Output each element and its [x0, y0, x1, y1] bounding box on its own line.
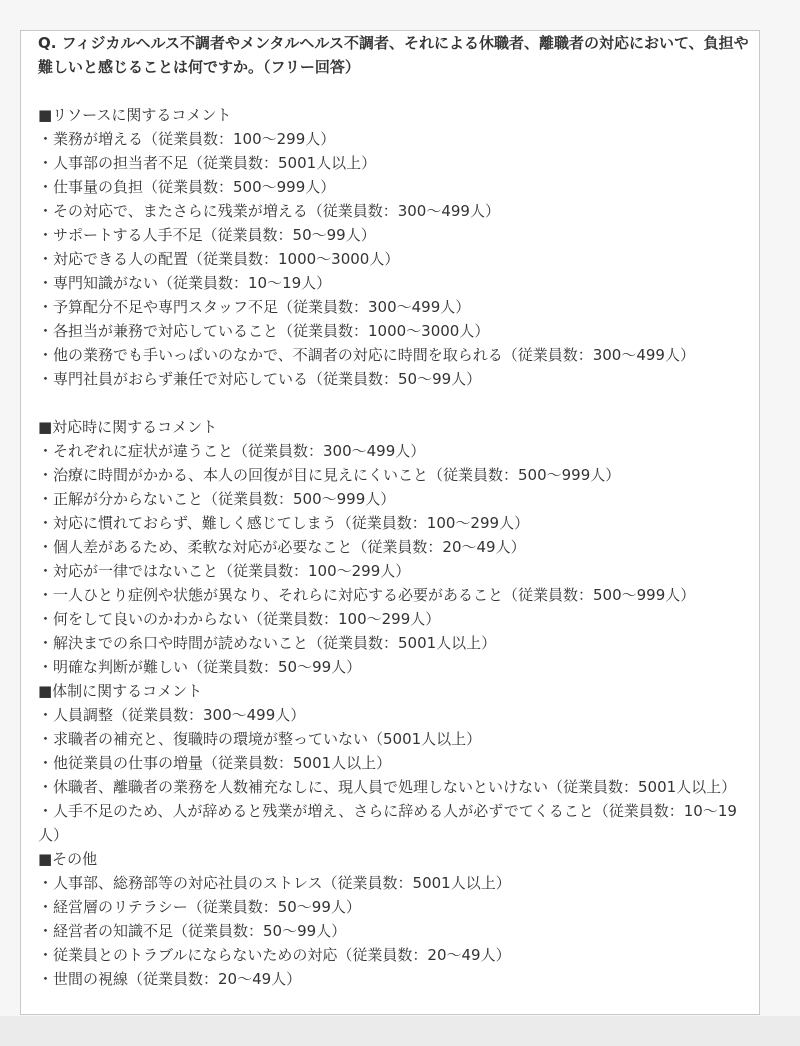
- section-title-structure: ■体制に関するコメント: [38, 682, 203, 700]
- list-item: ・正解が分からないこと（従業員数：500〜999人）: [38, 490, 396, 508]
- survey-answer-panel: [20, 30, 760, 1015]
- section-title-other: ■その他: [38, 850, 98, 868]
- list-item: ・対応に慣れておらず、難しく感じてしまう（従業員数：100〜299人）: [38, 514, 530, 532]
- list-item: ・専門知識がない（従業員数：10〜19人）: [38, 274, 332, 292]
- list-item: ・人員調整（従業員数：300〜499人）: [38, 706, 306, 724]
- section-resources: [38, 103, 750, 391]
- list-item: ・世間の視線（従業員数：20〜49人）: [38, 970, 302, 988]
- list-item: ・求職者の補充と、復職時の環境が整っていない（5001人以上）: [38, 730, 482, 748]
- list-item: ・休職者、離職者の業務を人数補充なしに、現人員で処理しないといけない（従業員数：5001人以上）: [38, 778, 737, 796]
- list-item: ・一人ひとり症例や状態が異なり、それらに対応する必要があること（従業員数：500〜999人）: [38, 586, 696, 604]
- list-item: ・他の業務でも手いっぱいのなかで、不調者の対応に時間を取られる（従業員数：300〜499人）: [38, 346, 695, 364]
- section-title-resources: ■リソースに関するコメント: [38, 106, 232, 124]
- list-item: ・個人差があるため、柔軟な対応が必要なこと（従業員数：20〜49人）: [38, 538, 526, 556]
- section-structure: [38, 679, 750, 847]
- section-other: [38, 847, 750, 991]
- list-item: ・仕事量の負担（従業員数：500〜999人）: [38, 178, 336, 196]
- list-item: ・それぞれに症状が違うこと（従業員数：300〜499人）: [38, 442, 426, 460]
- question-heading: Q. フィジカルヘルス不調者やメンタルヘルス不調者、それによる休職者、離職者の対応において、負担や難しいと感じることは何ですか。（フリー回答）: [38, 34, 749, 76]
- list-item: ・サポートする人手不足（従業員数：50〜99人）: [38, 226, 376, 244]
- list-item: ・解決までの糸口や時間が読めないこと（従業員数：5001人以上）: [38, 634, 497, 652]
- list-item: ・人手不足のため、人が辞めると残業が増え、さらに辞める人が必ずでてくること（従業員数：10〜19人）: [38, 802, 737, 844]
- section-handling: [38, 415, 750, 679]
- list-item: ・予算配分不足や専門スタッフ不足（従業員数：300〜499人）: [38, 298, 471, 316]
- list-item: ・経営層のリテラシー（従業員数：50〜99人）: [38, 898, 361, 916]
- list-item: ・人事部、総務部等の対応社員のストレス（従業員数：5001人以上）: [38, 874, 511, 892]
- list-item: ・専門社員がおらず兼任で対応している（従業員数：50〜99人）: [38, 370, 482, 388]
- list-item: ・人事部の担当者不足（従業員数：5001人以上）: [38, 154, 377, 172]
- list-item: ・従業員とのトラブルにならないための対応（従業員数：20〜49人）: [38, 946, 511, 964]
- list-item: ・対応が一律ではないこと（従業員数：100〜299人）: [38, 562, 411, 580]
- list-item: ・何をして良いのかわからない（従業員数：100〜299人）: [38, 610, 441, 628]
- section-title-handling: ■対応時に関するコメント: [38, 418, 218, 436]
- list-item: ・対応できる人の配置（従業員数：1000〜3000人）: [38, 250, 400, 268]
- page-bottom-strip: [0, 1016, 800, 1046]
- list-item: ・各担当が兼務で対応していること（従業員数：1000〜3000人）: [38, 322, 490, 340]
- list-item: ・他従業員の仕事の増量（従業員数：5001人以上）: [38, 754, 392, 772]
- list-item: ・治療に時間がかかる、本人の回復が目に見えにくいこと（従業員数：500〜999人）: [38, 466, 621, 484]
- list-item: ・その対応で、またさらに残業が増える（従業員数：300〜499人）: [38, 202, 500, 220]
- list-item: ・経営者の知識不足（従業員数：50〜99人）: [38, 922, 347, 940]
- list-item: ・業務が増える（従業員数：100〜299人）: [38, 130, 336, 148]
- list-item: ・明確な判断が難しい（従業員数：50〜99人）: [38, 658, 362, 676]
- survey-content: [38, 31, 750, 991]
